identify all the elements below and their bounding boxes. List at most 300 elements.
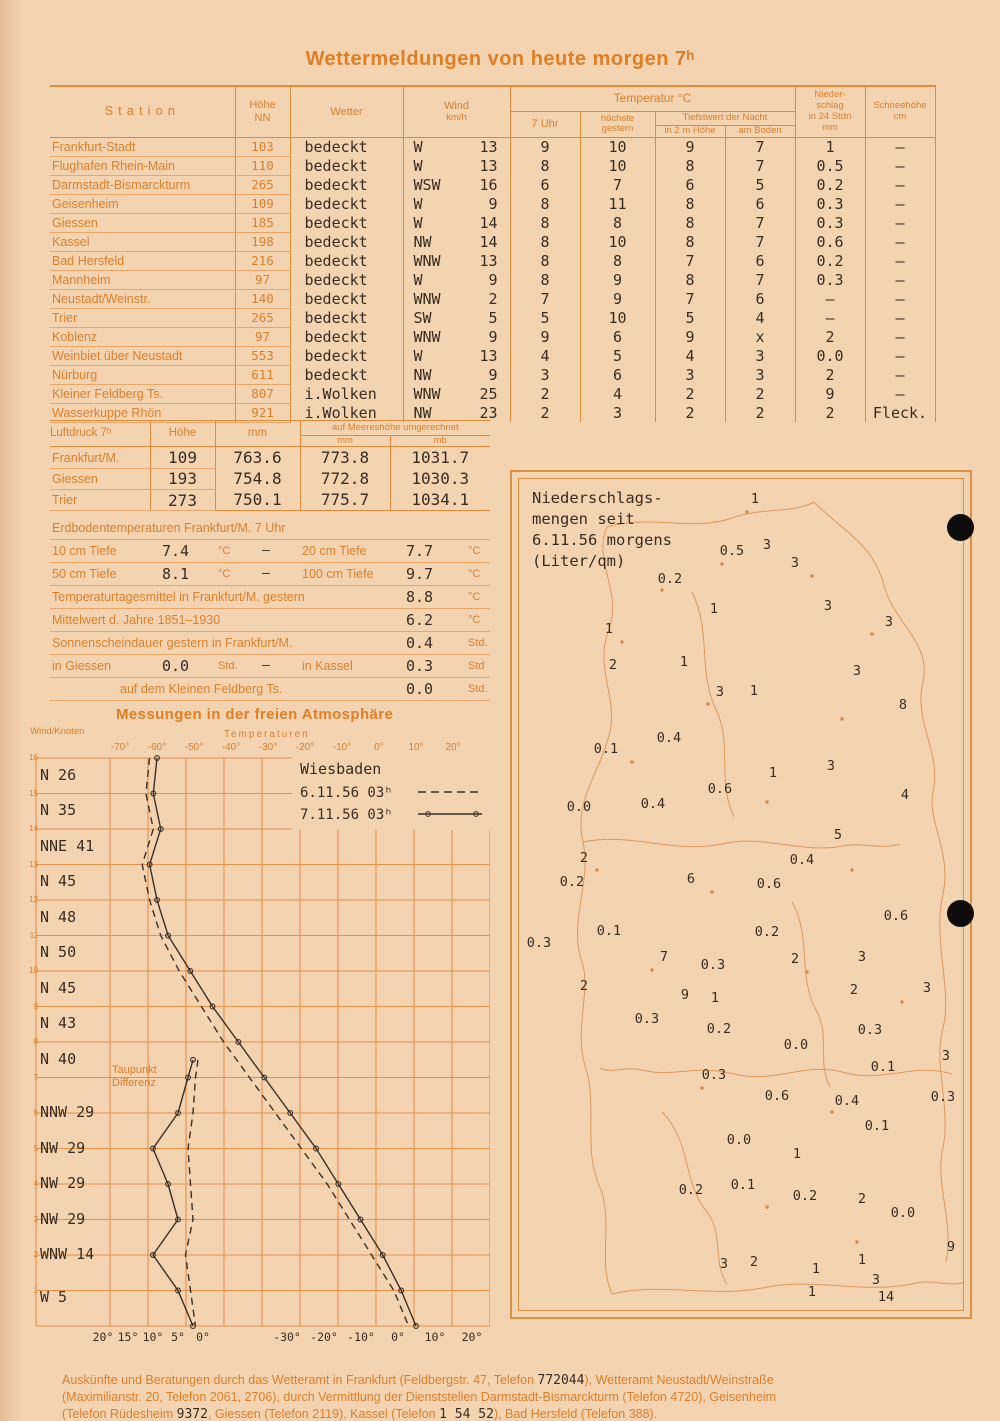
precipitation-value: 9 bbox=[946, 1239, 956, 1255]
precipitation-value: 3 bbox=[941, 1048, 951, 1064]
temp-tick-top: 10° bbox=[408, 742, 424, 753]
header-wetter: Wetter bbox=[290, 86, 403, 137]
schneehoehe-cell: – bbox=[865, 327, 935, 346]
pressure-table bbox=[50, 420, 490, 511]
temp-7uhr-cell: 8 bbox=[510, 213, 580, 232]
dash-separator: – bbox=[262, 566, 270, 581]
schneehoehe-cell: – bbox=[865, 175, 935, 194]
station-name-cell: Bad Hersfeld bbox=[50, 251, 235, 270]
schneehoehe-cell: – bbox=[865, 232, 935, 251]
wetter-cell: bedeckt bbox=[290, 251, 403, 270]
footer-line bbox=[62, 1372, 967, 1389]
wetter-cell: bedeckt bbox=[290, 365, 403, 384]
soil-value: 8.8 bbox=[406, 588, 434, 606]
pressure-msl-mb-cell: 1030.3 bbox=[390, 468, 490, 489]
temp-tick-top: -50° bbox=[184, 742, 204, 753]
pressure-mm-cell: 763.6 bbox=[215, 447, 300, 468]
temp-max-cell: 10 bbox=[580, 156, 655, 175]
precipitation-value: 0.3 bbox=[700, 957, 726, 973]
hoehe-cell: 216 bbox=[235, 251, 290, 270]
wetter-cell: i.Wolken bbox=[290, 384, 403, 403]
pressure-msl-mm-cell: 773.8 bbox=[300, 447, 390, 468]
header-p-mm: mm bbox=[215, 421, 300, 447]
hoehe-cell: 109 bbox=[235, 194, 290, 213]
schneehoehe-cell: Fleck. bbox=[865, 403, 935, 422]
station-row bbox=[50, 232, 935, 251]
station-row bbox=[50, 213, 935, 232]
precipitation-value: 2 bbox=[857, 1191, 867, 1207]
soil-label: 20 cm Tiefe bbox=[302, 544, 367, 558]
schneehoehe-cell: – bbox=[865, 289, 935, 308]
temp-max-cell: 10 bbox=[580, 232, 655, 251]
soil-unit: °C bbox=[468, 591, 481, 603]
km-tick: 12 bbox=[29, 895, 38, 904]
precipitation-value: 0.0 bbox=[726, 1132, 752, 1148]
schneehoehe-cell: – bbox=[865, 384, 935, 403]
pressure-station-cell: Giessen bbox=[50, 468, 150, 489]
precipitation-value: 1 bbox=[750, 491, 760, 507]
temp-max-cell: 9 bbox=[580, 289, 655, 308]
niederschlag-cell: 0.3 bbox=[795, 270, 865, 289]
station-name-cell: Weinbiet über Neustadt bbox=[50, 346, 235, 365]
precipitation-value: 14 bbox=[877, 1289, 895, 1305]
station-row bbox=[50, 346, 935, 365]
soil-line bbox=[50, 609, 490, 632]
soil-value: 7.4 bbox=[162, 542, 190, 560]
soil-label: 50 cm Tiefe bbox=[52, 567, 117, 581]
temp-7uhr-cell: 7 bbox=[510, 289, 580, 308]
wetter-cell: bedeckt bbox=[290, 346, 403, 365]
temp-max-cell: 8 bbox=[580, 251, 655, 270]
precipitation-value: 2 bbox=[608, 657, 618, 673]
soil-line bbox=[50, 678, 490, 701]
punch-hole-top bbox=[947, 514, 974, 541]
temp-min-2m-cell: 7 bbox=[655, 251, 725, 270]
soil-temperature-section bbox=[50, 517, 490, 701]
temp-tick-top: -40° bbox=[221, 742, 241, 753]
solid-line-sample bbox=[418, 806, 482, 824]
wetter-cell: bedeckt bbox=[290, 213, 403, 232]
precipitation-value: 2 bbox=[579, 850, 589, 866]
temp-min-2m-cell: 2 bbox=[655, 403, 725, 422]
temp-min-boden-cell: 6 bbox=[725, 289, 795, 308]
station-row bbox=[50, 289, 935, 308]
precipitation-value: 1 bbox=[749, 683, 759, 699]
precipitation-value: 0.4 bbox=[789, 852, 815, 868]
temp-min-boden-cell: 4 bbox=[725, 308, 795, 327]
niederschlag-cell: 2 bbox=[795, 365, 865, 384]
soil-section-title: Erdbodentemperaturen Frankfurt/M. 7 Uhr bbox=[52, 521, 286, 535]
station-row bbox=[50, 194, 935, 213]
legend-series-2: 7.11.56 03ʰ bbox=[296, 804, 490, 826]
pressure-row bbox=[50, 490, 490, 511]
soil-label: Temperaturtagesmittel in Frankfurt/M. gestern bbox=[52, 590, 305, 604]
page-title: Wettermeldungen von heute morgen 7ʰ bbox=[305, 48, 695, 70]
schneehoehe-cell: – bbox=[865, 213, 935, 232]
precipitation-value: 1 bbox=[604, 621, 614, 637]
hoehe-cell: 185 bbox=[235, 213, 290, 232]
temp-max-cell: 11 bbox=[580, 194, 655, 213]
header-7uhr: 7 Uhr bbox=[510, 112, 580, 138]
schneehoehe-cell: – bbox=[865, 137, 935, 156]
station-name-cell: Wasserkuppe Rhön bbox=[50, 403, 235, 422]
temp-7uhr-cell: 8 bbox=[510, 251, 580, 270]
precipitation-value: 3 bbox=[823, 598, 833, 614]
header-niederschlag: Nieder- schlag in 24 Stdn mm bbox=[795, 86, 865, 137]
precipitation-value: 1 bbox=[768, 765, 778, 781]
pressure-msl-mb-cell: 1034.1 bbox=[390, 490, 490, 511]
map-title-line: Niederschlags- bbox=[532, 489, 663, 507]
temp-max-cell: 6 bbox=[580, 327, 655, 346]
header-msl-mm: mm bbox=[300, 436, 390, 447]
atmosphere-chart bbox=[28, 700, 490, 1362]
niederschlag-cell: – bbox=[795, 308, 865, 327]
taupunkt-annotation: Taupunkt Differenz bbox=[112, 1064, 157, 1089]
wetter-cell: i.Wolken bbox=[290, 403, 403, 422]
precipitation-value: 5 bbox=[833, 827, 843, 843]
dewpoint-tick-bottom: 10° bbox=[142, 1330, 164, 1344]
station-row bbox=[50, 251, 935, 270]
precipitation-value: 0.3 bbox=[634, 1011, 660, 1027]
hoehe-cell: 110 bbox=[235, 156, 290, 175]
wind-label: N 35 bbox=[40, 801, 77, 820]
temp-7uhr-cell: 8 bbox=[510, 156, 580, 175]
niederschlag-cell: 0.2 bbox=[795, 251, 865, 270]
precipitation-value: 0.3 bbox=[701, 1067, 727, 1083]
temp-tick-top: -60° bbox=[147, 742, 167, 753]
precipitation-value: 0.1 bbox=[870, 1059, 896, 1075]
temp-min-boden-cell: 3 bbox=[725, 365, 795, 384]
soil-label: in Kassel bbox=[302, 659, 353, 673]
pressure-row bbox=[50, 468, 490, 489]
wind-label: N 40 bbox=[40, 1049, 77, 1068]
legend-station: Wiesbaden bbox=[300, 760, 382, 778]
niederschlag-cell: 1 bbox=[795, 137, 865, 156]
temp-tick-top: 0° bbox=[374, 742, 384, 753]
dewpoint-tick-bottom: 5° bbox=[171, 1330, 185, 1344]
soil-line bbox=[50, 540, 490, 563]
hoehe-cell: 807 bbox=[235, 384, 290, 403]
precipitation-value: 2 bbox=[749, 1254, 759, 1270]
map-title-line: mengen seit bbox=[532, 510, 635, 528]
pressure-msl-mb-cell: 1031.7 bbox=[390, 447, 490, 468]
precipitation-value: 0.0 bbox=[783, 1037, 809, 1053]
precipitation-value: 9 bbox=[680, 987, 690, 1003]
niederschlag-cell: 0.6 bbox=[795, 232, 865, 251]
footer-text: ), Bad Hersfeld (Telefon 388). bbox=[493, 1407, 658, 1421]
precipitation-value: 0.2 bbox=[657, 571, 683, 587]
temp-min-boden-cell: 2 bbox=[725, 403, 795, 422]
header-msl-mb: mb bbox=[390, 436, 490, 447]
hoehe-cell: 265 bbox=[235, 308, 290, 327]
soil-unit: Std bbox=[468, 660, 485, 672]
footer-text: Auskünfte und Beratungen durch das Wetteramt in Frankfurt (Feldbergstr. 47, Telefon bbox=[62, 1373, 538, 1387]
soil-unit: °C bbox=[218, 568, 231, 580]
precipitation-value: 1 bbox=[792, 1146, 802, 1162]
precipitation-value: 3 bbox=[762, 537, 772, 553]
hoehe-cell: 921 bbox=[235, 403, 290, 422]
wetter-cell: bedeckt bbox=[290, 308, 403, 327]
header-am-boden: am Boden bbox=[725, 126, 795, 138]
precipitation-value: 1 bbox=[811, 1261, 821, 1277]
precipitation-value: 0.1 bbox=[864, 1118, 890, 1134]
temp-max-cell: 10 bbox=[580, 137, 655, 156]
soil-label: Mittelwert d. Jahre 1851–1930 bbox=[52, 613, 221, 627]
temp-max-cell: 5 bbox=[580, 346, 655, 365]
wind-cell: WNW 13 bbox=[403, 251, 510, 270]
dewpoint-tick-bottom: 20° bbox=[92, 1330, 114, 1344]
pressure-row bbox=[50, 447, 490, 468]
precipitation-value: 0.6 bbox=[764, 1088, 790, 1104]
soil-line bbox=[50, 632, 490, 655]
temp-min-boden-cell: 7 bbox=[725, 232, 795, 251]
km-tick: 3 bbox=[33, 1214, 38, 1224]
pressure-station-cell: Frankfurt/M. bbox=[50, 447, 150, 468]
wind-label: NW 29 bbox=[40, 1174, 86, 1192]
wind-label: WNW 14 bbox=[40, 1245, 95, 1263]
hoehe-cell: 97 bbox=[235, 327, 290, 346]
hoehe-cell: 198 bbox=[235, 232, 290, 251]
temp-min-boden-cell: 3 bbox=[725, 346, 795, 365]
wetter-cell: bedeckt bbox=[290, 289, 403, 308]
header-temperatur: Temperatur °C bbox=[510, 86, 795, 112]
station-row bbox=[50, 137, 935, 156]
header-tiefstwert: Tiefstwert der Nacht bbox=[655, 112, 795, 126]
soil-unit: °C bbox=[218, 545, 231, 557]
station-name-cell: Koblenz bbox=[50, 327, 235, 346]
wind-cell: WNW 2 bbox=[403, 289, 510, 308]
soil-unit: Std. bbox=[468, 683, 488, 695]
station-name-cell: Mannheim bbox=[50, 270, 235, 289]
soil-line bbox=[50, 655, 490, 678]
temp-max-cell: 3 bbox=[580, 403, 655, 422]
precipitation-value: 0.2 bbox=[678, 1182, 704, 1198]
km-tick: 10 bbox=[29, 966, 38, 975]
hoehe-cell: 97 bbox=[235, 270, 290, 289]
precipitation-value: 0.4 bbox=[834, 1093, 860, 1109]
station-row bbox=[50, 327, 935, 346]
schneehoehe-cell: – bbox=[865, 346, 935, 365]
km-tick: 11 bbox=[29, 930, 38, 940]
niederschlag-cell: 9 bbox=[795, 384, 865, 403]
precipitation-value: 1 bbox=[857, 1252, 867, 1268]
precipitation-value: 3 bbox=[715, 684, 725, 700]
pressure-msl-mm-cell: 772.8 bbox=[300, 468, 390, 489]
pressure-station-cell: Trier bbox=[50, 490, 150, 511]
wetter-cell: bedeckt bbox=[290, 270, 403, 289]
schneehoehe-cell: – bbox=[865, 270, 935, 289]
wind-label: NW 29 bbox=[40, 1209, 86, 1228]
header-hoechste: höchste gestern bbox=[580, 112, 655, 138]
km-tick: 2 bbox=[33, 1250, 38, 1259]
niederschlag-cell: – bbox=[795, 289, 865, 308]
pressure-hoehe-cell: 193 bbox=[150, 468, 215, 489]
soil-unit: °C bbox=[468, 545, 481, 557]
header-schneehoehe: Schneehöhe cm bbox=[865, 86, 935, 137]
soil-unit: °C bbox=[468, 614, 481, 626]
wind-label: W 5 bbox=[40, 1287, 68, 1306]
temp-7uhr-cell: 2 bbox=[510, 403, 580, 422]
wind-cell: W 14 bbox=[403, 213, 510, 232]
temp-min-boden-cell: 7 bbox=[725, 213, 795, 232]
temp-max-cell: 10 bbox=[580, 308, 655, 327]
temp-max-cell: 9 bbox=[580, 270, 655, 289]
wind-cell: WSW 16 bbox=[403, 175, 510, 194]
dash-separator: – bbox=[262, 543, 270, 558]
precipitation-value: 0.4 bbox=[656, 730, 682, 746]
niederschlag-cell: 0.3 bbox=[795, 213, 865, 232]
wetter-cell: bedeckt bbox=[290, 175, 403, 194]
niederschlag-cell: 0.3 bbox=[795, 194, 865, 213]
station-row bbox=[50, 365, 935, 384]
dashed-line-sample bbox=[418, 784, 482, 802]
temp-min-boden-cell: 7 bbox=[725, 270, 795, 289]
temp-min-boden-cell: 2 bbox=[725, 384, 795, 403]
soil-value: 8.1 bbox=[162, 565, 190, 583]
km-tick: 4 bbox=[33, 1179, 38, 1188]
precipitation-value: 0.3 bbox=[930, 1089, 956, 1105]
wind-cell: SW 5 bbox=[403, 308, 510, 327]
wind-label: N 26 bbox=[40, 765, 77, 784]
precipitation-value: 0.2 bbox=[706, 1021, 732, 1037]
schneehoehe-cell: – bbox=[865, 194, 935, 213]
temp-min-boden-cell: 7 bbox=[725, 137, 795, 156]
km-tick: 15 bbox=[29, 788, 38, 798]
station-name-cell: Frankfurt-Stadt bbox=[50, 137, 235, 156]
temp-min-2m-cell: 4 bbox=[655, 346, 725, 365]
precipitation-value: 7 bbox=[659, 949, 669, 965]
station-name-cell: Flughafen Rhein-Main bbox=[50, 156, 235, 175]
hoehe-cell: 611 bbox=[235, 365, 290, 384]
schneehoehe-cell: – bbox=[865, 251, 935, 270]
temp-min-2m-cell: 8 bbox=[655, 232, 725, 251]
temp-min-boden-cell: 7 bbox=[725, 156, 795, 175]
precipitation-value: 3 bbox=[871, 1272, 881, 1288]
temp-tick-top: 20° bbox=[445, 742, 461, 753]
wind-label: NW 29 bbox=[40, 1138, 86, 1157]
temp-7uhr-cell: 6 bbox=[510, 175, 580, 194]
wind-cell: W 13 bbox=[403, 137, 510, 156]
temp-7uhr-cell: 8 bbox=[510, 194, 580, 213]
chart-legend bbox=[296, 758, 490, 830]
precipitation-value: 1 bbox=[679, 654, 689, 670]
soil-unit: °C bbox=[468, 568, 481, 580]
wind-cell: WNW 25 bbox=[403, 384, 510, 403]
temp-min-2m-cell: 2 bbox=[655, 384, 725, 403]
soil-value: 7.7 bbox=[406, 542, 434, 560]
soil-label: auf dem Kleinen Feldberg Ts. bbox=[120, 682, 283, 696]
station-name-cell: Kleiner Feldberg Ts. bbox=[50, 384, 235, 403]
km-tick: 7 bbox=[33, 1072, 38, 1082]
temp-min-2m-cell: 9 bbox=[655, 137, 725, 156]
temp-7uhr-cell: 9 bbox=[510, 327, 580, 346]
soil-value: 0.0 bbox=[162, 657, 190, 675]
temp-min-2m-cell: 7 bbox=[655, 289, 725, 308]
soil-value: 0.3 bbox=[406, 657, 434, 675]
temp-max-cell: 6 bbox=[580, 365, 655, 384]
temperature-axis-label: Temperaturen bbox=[224, 729, 310, 740]
footer-text: ), Wetteramt Neustadt/Weinstraße bbox=[584, 1373, 774, 1387]
dewpoint-tick-bottom: 0° bbox=[196, 1330, 210, 1344]
soil-value: 9.7 bbox=[406, 565, 434, 583]
temp-tick-bottom: 20° bbox=[461, 1330, 483, 1344]
temp-max-cell: 7 bbox=[580, 175, 655, 194]
header-station: Station bbox=[104, 103, 180, 119]
wind-label: N 48 bbox=[40, 907, 77, 926]
soil-line bbox=[50, 586, 490, 609]
precipitation-value: 2 bbox=[579, 978, 589, 994]
precipitation-value: 0.3 bbox=[857, 1022, 883, 1038]
soil-value: 0.0 bbox=[406, 680, 434, 698]
temp-tick-top: -30° bbox=[258, 742, 278, 753]
wind-axis-label: Wind/Knoten bbox=[30, 726, 85, 737]
niederschlag-cell: 0.5 bbox=[795, 156, 865, 175]
hoehe-cell: 553 bbox=[235, 346, 290, 365]
chart-title: Messungen in der freien Atmosphäre bbox=[116, 706, 394, 723]
schneehoehe-cell: – bbox=[865, 365, 935, 384]
wetter-cell: bedeckt bbox=[290, 137, 403, 156]
wind-cell: W 9 bbox=[403, 270, 510, 289]
km-tick: 8 bbox=[33, 1037, 38, 1046]
soil-unit: Std. bbox=[218, 660, 238, 672]
temp-min-boden-cell: x bbox=[725, 327, 795, 346]
footer-phone-number: 772044 bbox=[537, 1373, 585, 1388]
precipitation-value: 0.1 bbox=[593, 741, 619, 757]
wind-label: NNW 29 bbox=[40, 1103, 95, 1121]
dewpoint-tick-bottom: 15° bbox=[117, 1330, 139, 1344]
wind-cell: W 9 bbox=[403, 194, 510, 213]
station-name-cell: Nürburg bbox=[50, 365, 235, 384]
footer-phone-number: 9372 bbox=[176, 1407, 208, 1421]
temp-tick-bottom: -10° bbox=[347, 1330, 375, 1344]
precipitation-value: 0.0 bbox=[566, 799, 592, 815]
temp-tick-top: -70° bbox=[110, 742, 130, 753]
header-wind: Wind km/h bbox=[403, 86, 510, 137]
station-name-cell: Geisenheim bbox=[50, 194, 235, 213]
precipitation-value: 0.2 bbox=[792, 1188, 818, 1204]
precipitation-value: 1 bbox=[710, 990, 720, 1006]
wetter-cell: bedeckt bbox=[290, 327, 403, 346]
temp-min-2m-cell: 9 bbox=[655, 327, 725, 346]
temp-7uhr-cell: 2 bbox=[510, 384, 580, 403]
niederschlag-cell: 0.2 bbox=[795, 175, 865, 194]
km-tick: 5 bbox=[33, 1143, 38, 1153]
station-name-cell: Trier bbox=[50, 308, 235, 327]
precipitation-value: 3 bbox=[884, 614, 894, 630]
precipitation-value: 0.6 bbox=[883, 908, 909, 924]
map-title-line: (Liter/qm) bbox=[532, 552, 626, 570]
pressure-hoehe-cell: 273 bbox=[150, 490, 215, 511]
soil-value: 6.2 bbox=[406, 611, 434, 629]
km-tick: 16 bbox=[29, 753, 38, 762]
schneehoehe-cell: – bbox=[865, 308, 935, 327]
wind-label: N 50 bbox=[40, 943, 77, 962]
temp-min-2m-cell: 8 bbox=[655, 156, 725, 175]
precipitation-value: 6 bbox=[686, 871, 696, 887]
precipitation-value: 1 bbox=[709, 601, 719, 617]
hoehe-cell: 140 bbox=[235, 289, 290, 308]
wind-cell: NW 14 bbox=[403, 232, 510, 251]
precipitation-value: 3 bbox=[826, 758, 836, 774]
hoehe-cell: 265 bbox=[235, 175, 290, 194]
pressure-msl-mm-cell: 775.7 bbox=[300, 490, 390, 511]
soil-label: 10 cm Tiefe bbox=[52, 544, 117, 558]
station-name-cell: Giessen bbox=[50, 213, 235, 232]
soil-label: 100 cm Tiefe bbox=[302, 567, 374, 581]
niederschlag-cell: 0.0 bbox=[795, 346, 865, 365]
km-tick: 9 bbox=[33, 1001, 38, 1011]
temp-tick-bottom: -20° bbox=[310, 1330, 338, 1344]
